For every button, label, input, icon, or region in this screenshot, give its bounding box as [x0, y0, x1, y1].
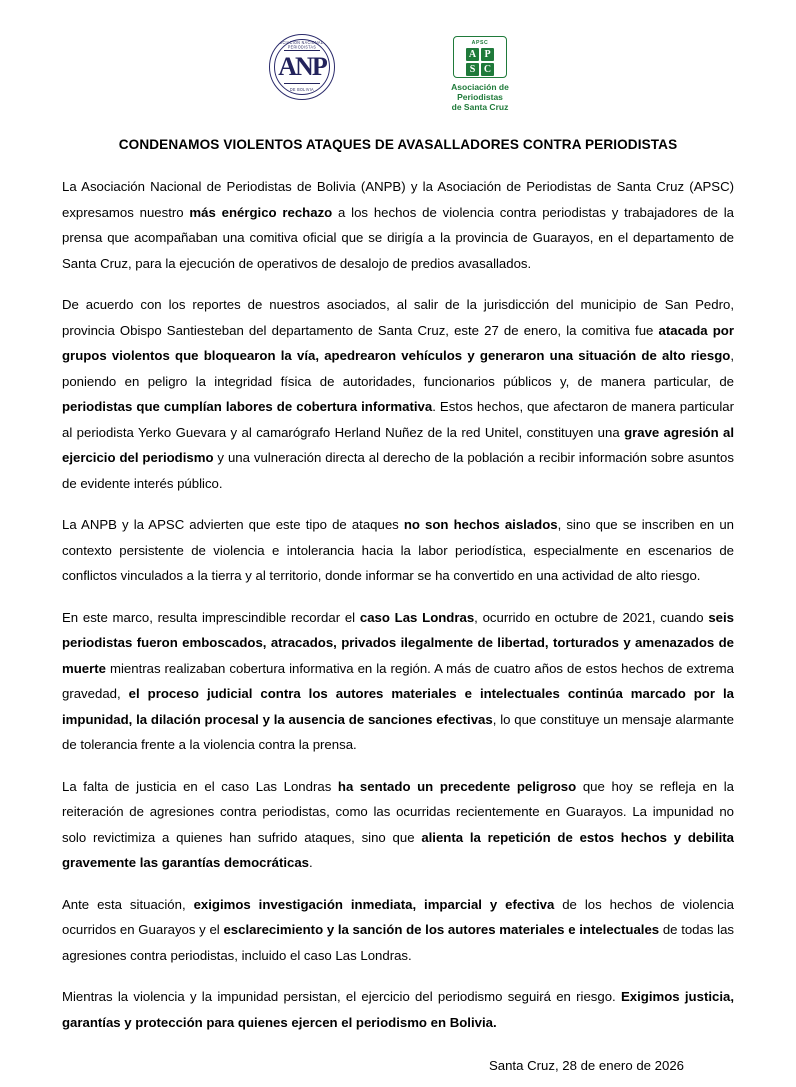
seal-top-text: ASOCIACIÓN NACIONAL DE PERIODISTAS [273, 40, 331, 50]
emphasis-text: alienta la repetición de estos hechos y debilita gravemente las garantías democráticas [62, 829, 734, 870]
body-text-run: . Estos hechos, que afectaron de manera particular al periodista Yerko Guevara y al camarógrafo Herland Nuñez de la red Unitel, constituyen una [62, 399, 734, 440]
body-text-run: De acuerdo con los reportes de nuestros asociados, al salir de la jurisdicción del municipio de San Pedro, provincia Obispo Santiesteban del departamento de Santa Cruz, este 27 de enero, la comitiva fue [62, 297, 734, 338]
apsc-letters-row-2 [466, 63, 494, 76]
body-paragraph [62, 174, 734, 276]
apsc-badge-frame [453, 36, 507, 78]
emphasis-text: grave agresión al ejercicio del periodismo [62, 424, 735, 465]
body-paragraph [62, 984, 734, 1035]
body-paragraph [62, 605, 734, 758]
body-text-run: La Asociación Nacional de Periodistas de Bolivia (ANPB) y la Asociación de Periodistas de Santa Cruz (APSC) expresamos nuestro [62, 179, 734, 220]
seal-divider-bottom [284, 83, 320, 84]
apsc-caption-line-3: de Santa Cruz [451, 102, 509, 112]
body-text-run: La falta de justicia en el caso Las Londras [62, 778, 338, 794]
emphasis-text: atacada por grupos violentos que bloquearon la vía, apedrearon vehículos y generaron una situación de alto riesgo [62, 322, 734, 363]
body-text-run: a los hechos de violencia contra periodistas y trabajadores de la prensa que acompañaban una comitiva oficial que se dirigía a la provincia de Guarayos, en el departamento de Santa Cruz, para la ejecución de operativos de desalojo de predios avasallados. [62, 204, 735, 271]
body-paragraph [62, 774, 734, 876]
emphasis-text: seis periodistas fueron emboscados, atracados, privados ilegalmente de libertad, torturados y amenazados de muerte [62, 609, 734, 676]
apsc-letters-row-1 [466, 48, 494, 61]
apsc-badge-logo [420, 34, 540, 112]
body-text-run: , sino que se inscriben en un contexto persistente de violencia e intolerancia hacia la labor periodística, especialmente en escenarios de conflictos vinculados a la tierra y al territorio, donde informar se ha convertido en una actividad de alto riesgo. [62, 517, 734, 583]
apsc-letter-s: S [466, 63, 479, 76]
letterhead [62, 34, 734, 112]
seal-divider-top [284, 50, 320, 51]
body-text-run: Mientras la violencia y la impunidad persistan, el ejercicio del periodismo seguirá en riesgo. [62, 989, 621, 1004]
apsc-letter-a: A [466, 48, 479, 61]
body-text-run: La ANPB y la APSC advierten que este tipo de ataques [62, 517, 404, 532]
emphasis-text: ha sentado un precedente peligroso [337, 778, 577, 794]
seal-monogram: ANP [278, 52, 326, 81]
apsc-letter-c: C [481, 63, 494, 76]
body-text-run: , poniendo en peligro la integridad física de autoridades, funcionarios públicos y, de manera particular, de [62, 348, 734, 389]
apsc-caption-line-1: Asociación de [451, 82, 509, 92]
body-text-run: Ante esta situación, [62, 896, 194, 912]
anpb-circular-seal-logo [256, 34, 348, 102]
body-text-run: , lo que constituye un mensaje alarmante de tolerancia frente a la violencia contra la prensa. [62, 711, 734, 752]
page-title: CONDENAMOS VIOLENTOS ATAQUES DE AVASALLADORES CONTRA PERIODISTAS [118, 137, 678, 152]
emphasis-text: más enérgico rechazo [189, 204, 333, 220]
apsc-letter-p: P [481, 48, 494, 61]
emphasis-text: exigimos investigación inmediata, imparcial y efectiva [193, 896, 555, 912]
emphasis-text: esclarecimiento y la sanción de los autores materiales e intelectuales [223, 922, 660, 937]
emphasis-text: periodistas que cumplían labores de cobertura informativa [62, 399, 433, 414]
body-text-run: mientras realizaban cobertura informativa en la región. A más de cuatro años de estos hechos de extrema gravedad, [62, 660, 734, 701]
document-body [62, 174, 734, 1035]
body-text-run: de los hechos de violencia ocurridos en Guarayos y el [62, 896, 734, 937]
body-paragraph [62, 892, 734, 969]
body-text-run: que hoy se refleja en la reiteración de agresiones contra periodistas, como las ocurridas recientemente en Guarayos. La impunidad no solo revictimiza a quienes han sufrido ataques, sino que [62, 778, 734, 845]
signature-line: Santa Cruz, 28 de enero de 2026 [488, 1058, 684, 1073]
apsc-caption-line-2: Periodistas [457, 92, 503, 102]
apsc-caption [451, 82, 509, 112]
body-text-run: de todas las agresiones contra periodistas, incluido el caso Las Londras. [62, 922, 735, 963]
emphasis-text: caso Las Londras [359, 609, 475, 625]
body-text-run: y una vulneración directa al derecho de la población a recibir información sobre asuntos de evidente interés público. [62, 450, 734, 491]
seal-outer-ring [269, 34, 335, 100]
emphasis-text: Exigimos justicia, garantías y protección para quienes ejercen el periodismo en Bolivia. [62, 989, 735, 1030]
body-text-run: En este marco, resulta imprescindible recordar el [62, 609, 360, 625]
body-text-run: . [309, 855, 313, 870]
body-paragraph [62, 292, 734, 496]
body-text-run: , ocurrido en octubre de 2021, cuando [474, 609, 709, 625]
body-paragraph [62, 512, 734, 589]
seal-bottom-text: DE BOLIVIA [290, 87, 314, 93]
apsc-word: APSC [471, 39, 489, 46]
emphasis-text: no son hechos aislados [403, 517, 558, 532]
emphasis-text: el proceso judicial contra los autores materiales e intelectuales continúa marcado por la impunidad, la dilación procesal y la ausencia de sanciones efectivas [62, 686, 734, 727]
